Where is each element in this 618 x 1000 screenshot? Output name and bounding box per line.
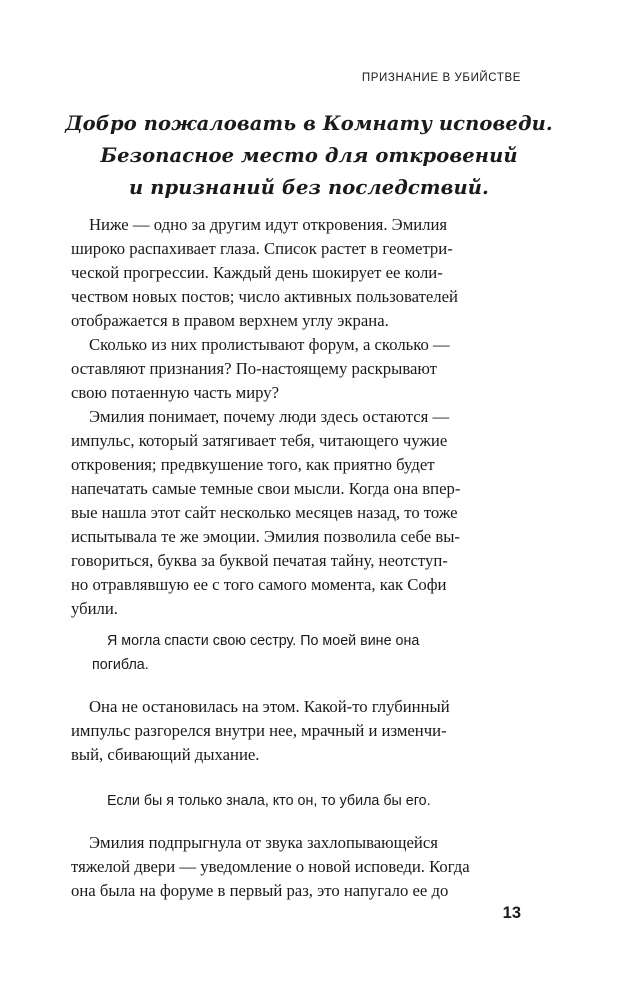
text-line: Эмилия понимает, почему люди здесь остаются — [89,407,450,426]
text-line: отображается в правом верхнем углу экрана. [71,311,389,330]
quote-line: погибла. [92,657,149,673]
text-line: свою потаенную часть миру? [71,383,280,402]
text-line: оставляют признания? По-настоящему раскрывают [71,359,437,378]
text-line: она была на форуме в первый раз, это напугало ее до [71,881,449,900]
text-line: Эмилия подпрыгнула от звука захлопывающейся [89,833,438,852]
page-number: 13 [502,904,521,922]
text-line: Она не остановилась на этом. Какой-то глубинный [89,697,450,716]
text-line: импульс разгорелся внутри нее, мрачный и изменчи- [71,721,447,740]
text-line: вый, сбивающий дыхание. [71,745,260,764]
text-line: говориться, буква за буквой печатая тайну, неотступ- [71,551,448,570]
text-line: но отравлявшую ее с того самого момента, как Софи [71,575,447,594]
text-line: убили. [71,599,118,618]
quote-line: Если бы я только знала, кто он, то убила бы его. [107,793,431,809]
running-header: ПРИЗНАНИЕ В УБИЙСТВЕ [361,72,521,84]
text-line: испытывала те же эмоции. Эмилия позволила себе вы- [71,527,460,546]
body-paragraph-block [71,213,529,621]
text-line: вые нашла этот сайт несколько месяцев назад, то тоже [71,503,458,522]
text-line: Ниже — одно за другим идут откровения. Эмилия [89,215,448,234]
body-paragraph-block [71,695,529,767]
text-line: напечатать самые темные свои мысли. Когда она впер- [71,479,461,498]
text-line: тяжелой двери — уведомление о новой исповеди. Когда [71,857,470,876]
text-line: откровения; предвкушение того, как приятно будет [71,455,435,474]
text-line: широко распахивает глаза. Список растет в геометри- [71,239,453,258]
confession-quote [100,789,530,813]
text-line: Сколько из них пролистывают форум, а сколько — [89,335,450,354]
text-line: импульс, который затягивает тебя, читающего чужие [71,431,448,450]
chapter-heading [40,108,578,204]
heading-line: Безопасное место для откровений [100,144,518,167]
quote-line: Я могла спасти свою сестру. По моей вине она [107,633,420,649]
heading-line: Добро пожаловать в Комнату исповеди. [65,112,553,135]
text-line: чеством новых постов; число активных пользователей [71,287,458,306]
confession-quote [92,629,530,677]
body-paragraph-block [71,831,529,903]
text-line: ческой прогрессии. Каждый день шокирует ее коли- [71,263,443,282]
heading-line: и признаний без последствий. [129,176,489,199]
